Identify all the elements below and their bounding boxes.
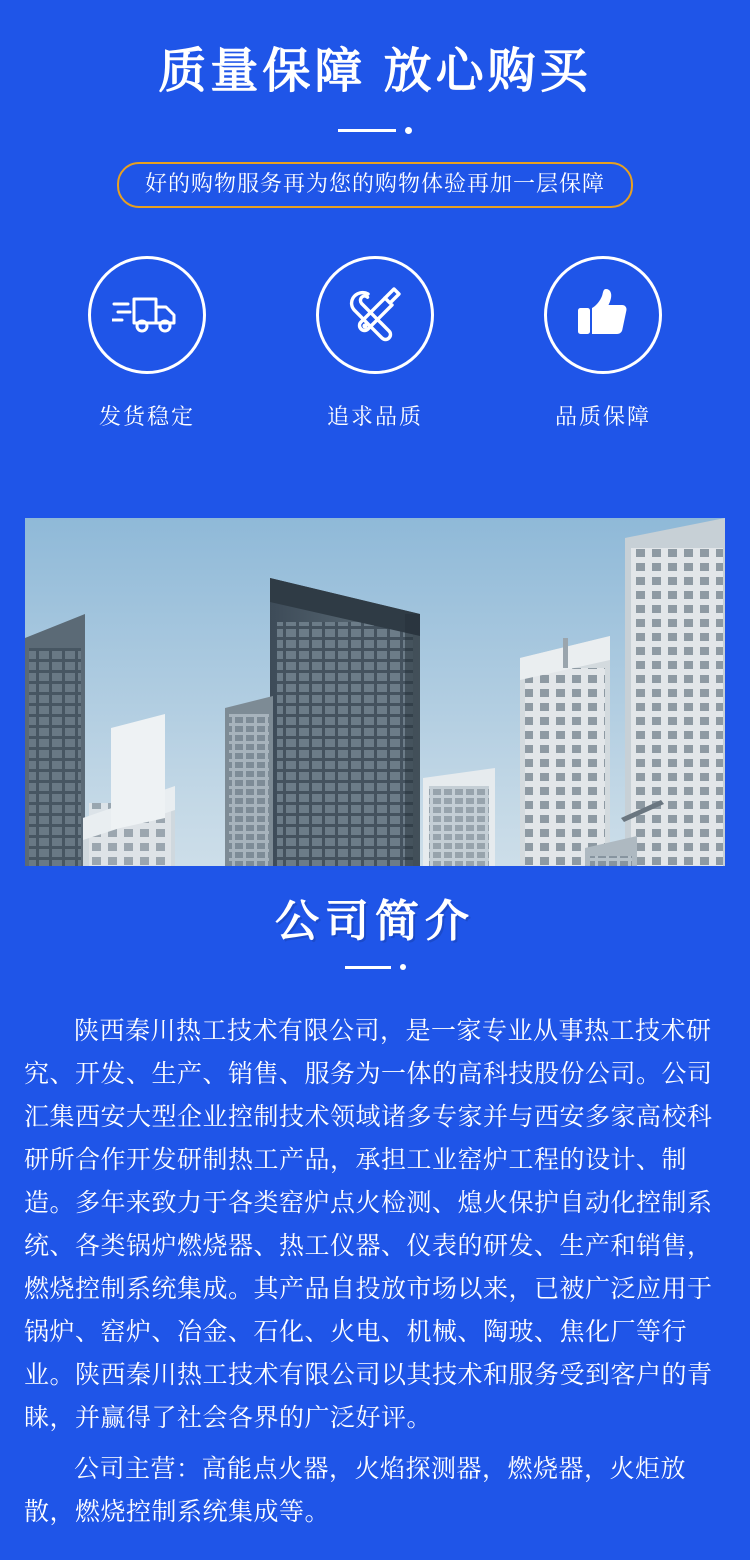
divider-dot <box>400 964 406 970</box>
banner-section <box>0 0 750 492</box>
feature-list <box>0 256 750 431</box>
feature-item-delivery <box>72 256 222 431</box>
company-photo-section <box>0 518 750 988</box>
feature-item-quality <box>300 256 450 431</box>
about-paragraph: 陕西秦川热工技术有限公司，是一家专业从事热工技术研究、开发、生产、销售、服务为一体的高科技股份公司。公司汇集西安大型企业控制技术领域诸多专家并与西安多家高校科研所合作开发研制热工产品，承担工业窑炉工程的设计、制造。多年来致力于各类窑炉点火检测、熄火保护自动化控制系统、各类锅炉燃烧器、热工仪器、仪表的研发、生产和销售，燃烧控制系统集成。其产品自投放市场以来，已被广泛应用于锅炉、窑炉、冶金、石化、火电、机械、陶玻、焦化厂等行业。陕西秦川热工技术有限公司以其技术和服务受到客户的青睐，并赢得了社会各界的广泛好评。 <box>24 1017 713 1432</box>
title-divider <box>0 124 750 136</box>
delivery-truck-icon <box>112 287 182 344</box>
feature-label: 发货稳定 <box>98 404 195 429</box>
feature-label: 品质保障 <box>554 404 651 429</box>
banner-subtitle: 好的购物服务再为您的购物体验再加一层保障 <box>117 162 633 208</box>
feature-icon-circle <box>316 256 434 374</box>
feature-label: 追求品质 <box>326 404 423 429</box>
caption-divider <box>345 961 406 973</box>
company-profile-caption <box>25 866 725 988</box>
feature-icon-circle <box>88 256 206 374</box>
divider-bar <box>345 966 391 969</box>
feature-icon-circle <box>544 256 662 374</box>
about-company-text <box>0 988 750 1534</box>
caption-title: 公司简介 <box>275 897 475 946</box>
divider-bar <box>338 129 396 132</box>
feature-item-guarantee <box>528 256 678 431</box>
tools-wrench-screwdriver-icon <box>344 282 406 349</box>
banner-title: 质量保障 放心购买 <box>158 45 592 98</box>
banner-subtitle-wrap <box>0 162 750 208</box>
about-paragraph: 公司主营：高能点火器，火焰探测器，燃烧器，火炬放散，燃烧控制系统集成等。 <box>24 1455 687 1526</box>
divider-dot <box>405 127 412 134</box>
thumbs-up-icon <box>572 282 634 349</box>
